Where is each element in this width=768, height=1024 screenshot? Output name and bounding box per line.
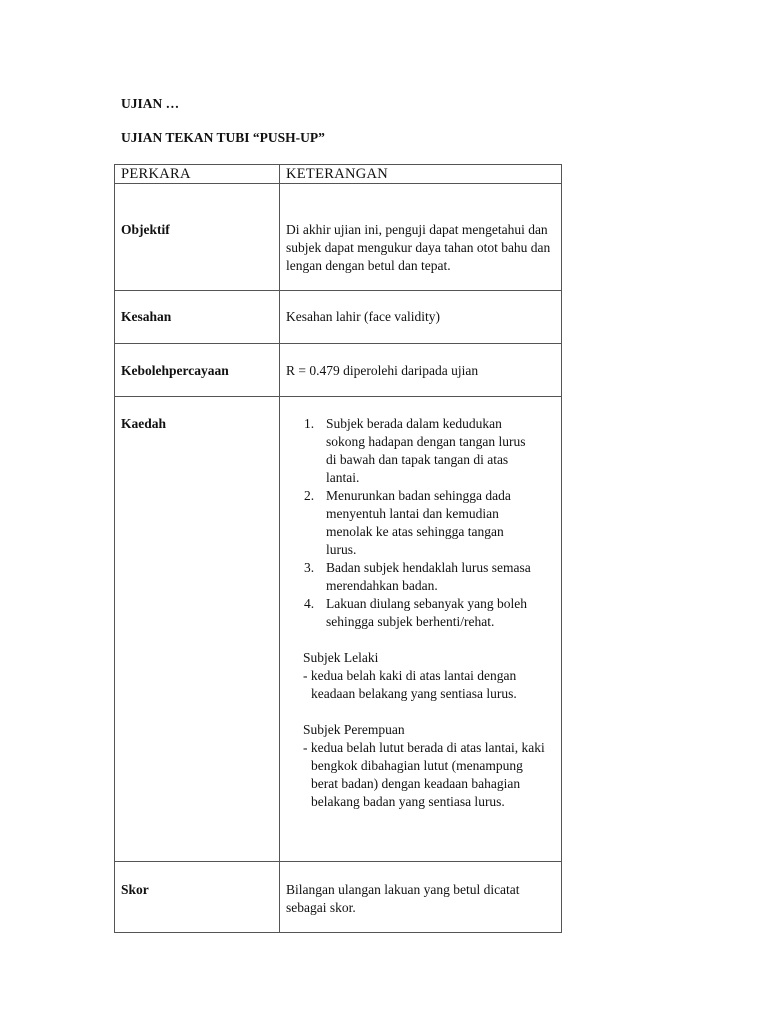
subjek-perempuan-text: - kedua belah lutut berada di atas lantai, kaki bengkok dibahagian lutut (menampung berat badan) dengan keadaan bahagian belakang badan yang sentiasa lurus. <box>303 740 545 809</box>
subjek-lelaki-text: - kedua belah kaki di atas lantai dengan keadaan belakang yang sentiasa lurus. <box>303 668 517 701</box>
row-text: Di akhir ujian ini, penguji dapat mengetahui dan subjek dapat mengukur daya tahan otot bahu dan lengan dengan betul dan tepat. <box>286 222 551 273</box>
table-row-skor <box>115 862 562 933</box>
subjek-lelaki-section <box>303 649 561 703</box>
test-title: UJIAN TEKAN TUBI “PUSH-UP” <box>121 130 325 145</box>
subjek-lelaki-title: Subjek Lelaki <box>303 650 379 665</box>
table-row-kaedah <box>115 397 562 862</box>
header-keterangan: KETERANGAN <box>286 166 389 182</box>
row-label: Objektif <box>121 222 170 237</box>
table-row-kebolehpercayaan <box>115 344 562 397</box>
subjek-perempuan-section <box>303 721 561 811</box>
list-item: 4. Lakuan diulang sebanyak yang boleh sehingga subjek berhenti/rehat. <box>304 596 527 629</box>
subjek-perempuan-title: Subjek Perempuan <box>303 722 405 737</box>
test-details-table <box>114 164 562 933</box>
row-label: Kesahan <box>121 309 172 324</box>
row-text: R = 0.479 diperolehi daripada ujian <box>286 363 479 378</box>
table-row-objektif <box>115 184 562 291</box>
row-text: Bilangan ulangan lakuan yang betul dicatat sebagai skor. <box>286 882 520 915</box>
row-label: Kebolehpercayaan <box>121 363 229 378</box>
list-item: 3. Badan subjek hendaklah lurus semasa merendahkan badan. <box>304 560 531 593</box>
header-perkara: PERKARA <box>121 166 191 182</box>
table-row-kesahan <box>115 291 562 344</box>
list-item: 2. Menurunkan badan sehingga dada menyentuh lantai dan kemudian menolak ke atas sehingga tangan lurus. <box>304 488 511 557</box>
kaedah-content <box>280 397 561 811</box>
table-header-row <box>115 165 562 184</box>
kaedah-steps-list <box>280 415 561 631</box>
list-item: 1. Subjek berada dalam kedudukan sokong hadapan dengan tangan lurus di bawah dan tapak tangan di atas lantai. <box>304 416 526 485</box>
row-label: Skor <box>121 882 149 897</box>
row-label: Kaedah <box>121 416 167 431</box>
row-text: Kesahan lahir (face validity) <box>286 309 441 324</box>
test-heading: UJIAN … <box>121 96 180 111</box>
